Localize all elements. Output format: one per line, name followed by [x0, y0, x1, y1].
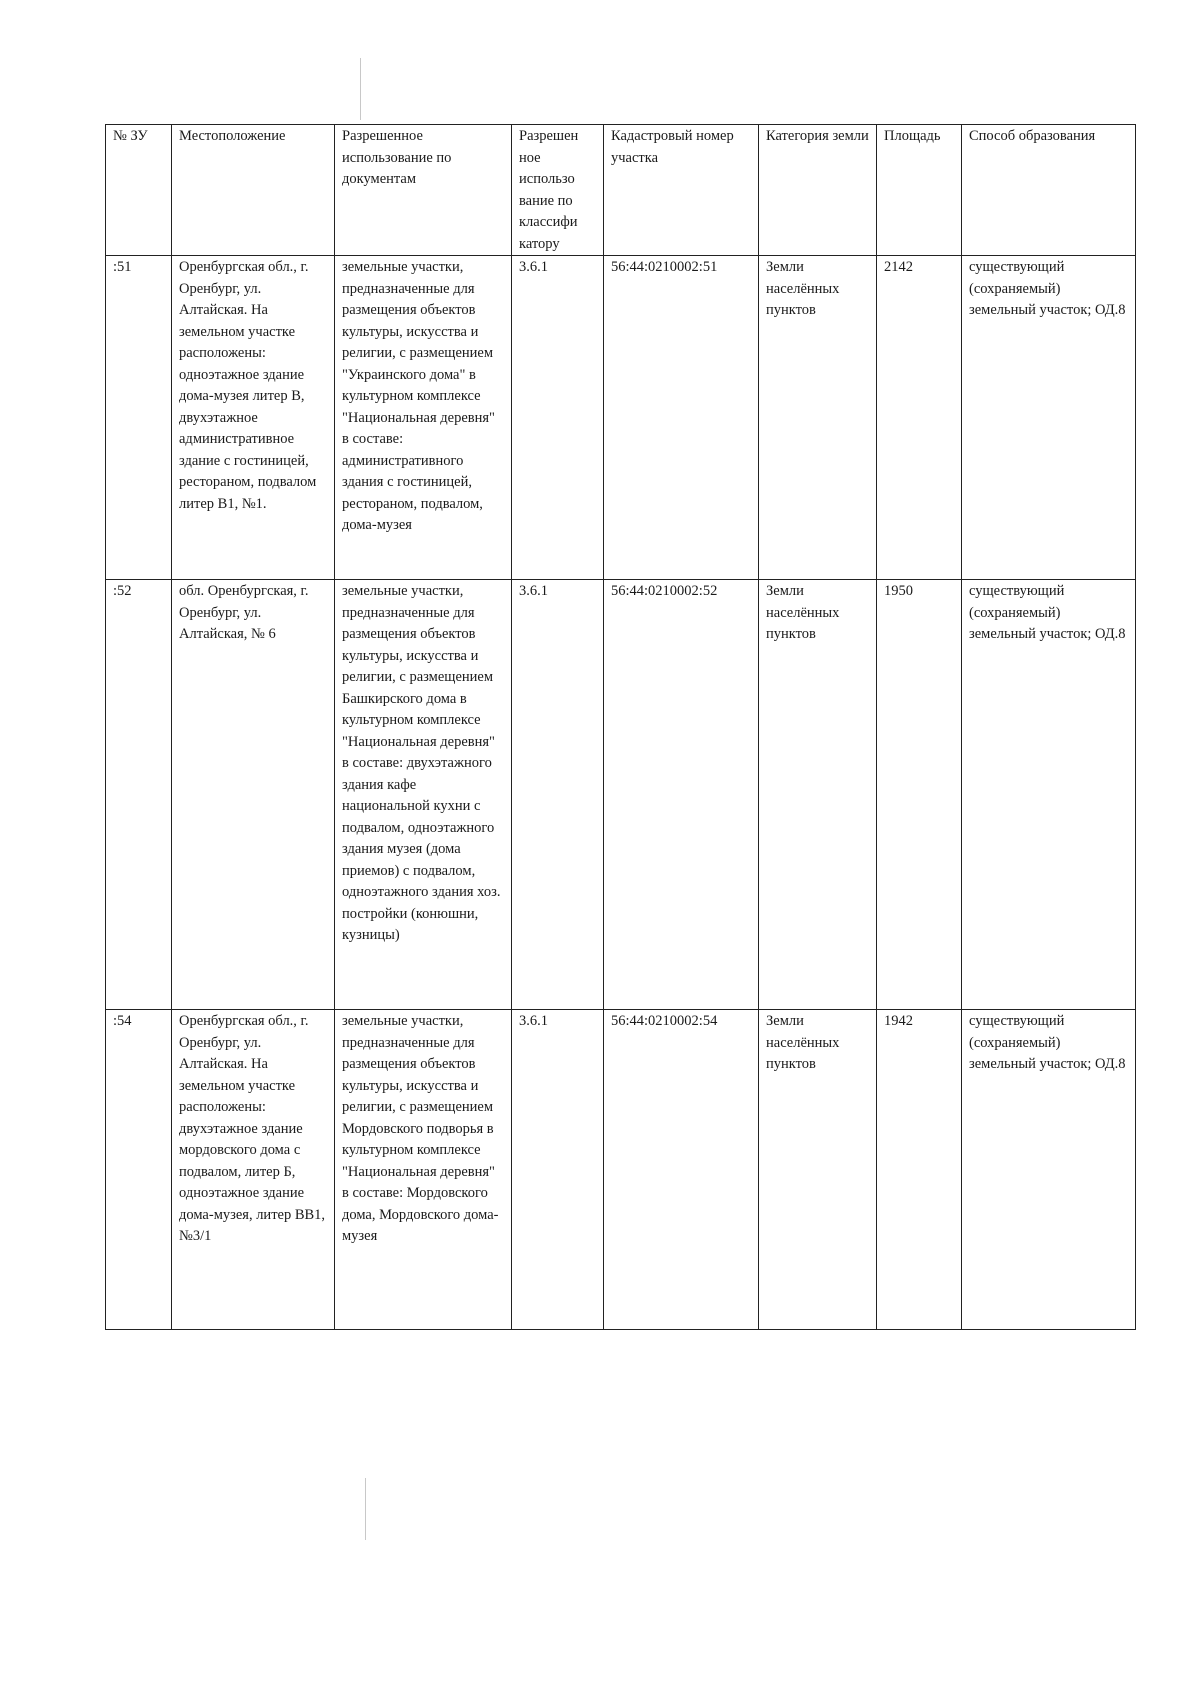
permitted-use-classifier-cell: 3.6.1 — [512, 256, 604, 580]
header-location: Местоположение — [172, 125, 335, 256]
formation-method-cell: существующий (сохраняемый) земельный участок; ОД.8 — [962, 580, 1136, 1010]
location-cell: Оренбургская обл., г. Оренбург, ул. Алтайская. На земельном участке расположены: двухэтажное здание мордовского дома с подвалом, литер Б, одноэтажное здание дома-музея, литер ВВ1, №3/1 — [172, 1010, 335, 1330]
header-permitted-use-classifier: Разрешен ное использо вание по классифи катору — [512, 125, 604, 256]
formation-method-cell: существующий (сохраняемый) земельный участок; ОД.8 — [962, 1010, 1136, 1330]
plot-number-cell: :54 — [106, 1010, 172, 1330]
location-cell: обл. Оренбургская, г. Оренбург, ул. Алтайская, № 6 — [172, 580, 335, 1010]
scan-artifact-bottom — [365, 1478, 366, 1540]
plot-number-cell: :51 — [106, 256, 172, 580]
table-row — [106, 256, 1136, 580]
table-row — [106, 1010, 1136, 1330]
table-row — [106, 580, 1136, 1010]
table-header-row — [106, 125, 1136, 256]
permitted-use-classifier-cell: 3.6.1 — [512, 580, 604, 1010]
header-cadastral-number: Кадастровый номер участка — [604, 125, 759, 256]
permitted-use-classifier-cell: 3.6.1 — [512, 1010, 604, 1330]
area-cell: 1950 — [877, 580, 962, 1010]
header-plot-number: № ЗУ — [106, 125, 172, 256]
formation-method-cell: существующий (сохраняемый) земельный участок; ОД.8 — [962, 256, 1136, 580]
location-cell: Оренбургская обл., г. Оренбург, ул. Алтайская. На земельном участке расположены: одноэтажное здание дома-музея литер В, двухэтажное административное здание с гостиницей, рестораном, подвалом литер В1, №1. — [172, 256, 335, 580]
area-cell: 1942 — [877, 1010, 962, 1330]
land-category-cell: Земли населённых пунктов — [759, 256, 877, 580]
land-plots-table — [105, 124, 1136, 1330]
area-cell: 2142 — [877, 256, 962, 580]
cadastral-number-cell: 56:44:0210002:51 — [604, 256, 759, 580]
land-category-cell: Земли населённых пунктов — [759, 1010, 877, 1330]
header-permitted-use-docs: Разрешенное использование по документам — [335, 125, 512, 256]
plot-number-cell: :52 — [106, 580, 172, 1010]
header-area: Площадь — [877, 125, 962, 256]
scan-artifact-top — [360, 58, 361, 120]
cadastral-number-cell: 56:44:0210002:52 — [604, 580, 759, 1010]
permitted-use-docs-cell: земельные участки, предназначенные для размещения объектов культуры, искусства и религии, с размещением Мордовского подворья в культурном комплексе "Национальная деревня" в составе: Мордовского дома, Мордовского дома-музея — [335, 1010, 512, 1330]
header-land-category: Категория земли — [759, 125, 877, 256]
permitted-use-docs-cell: земельные участки, предназначенные для размещения объектов культуры, искусства и религии, с размещением Башкирского дома в культурном комплексе "Национальная деревня" в составе: двухэтажного здания кафе национальной кухни с подвалом, одноэтажного здания музея (дома приемов) с подвалом, одноэтажного здания хоз. постройки (конюшни, кузницы) — [335, 580, 512, 1010]
land-category-cell: Земли населённых пунктов — [759, 580, 877, 1010]
cadastral-number-cell: 56:44:0210002:54 — [604, 1010, 759, 1330]
permitted-use-docs-cell: земельные участки, предназначенные для размещения объектов культуры, искусства и религии, с размещением "Украинского дома" в культурном комплексе "Национальная деревня" в составе: административного здания с гостиницей, рестораном, подвалом, дома-музея — [335, 256, 512, 580]
header-formation-method: Способ образования — [962, 125, 1136, 256]
